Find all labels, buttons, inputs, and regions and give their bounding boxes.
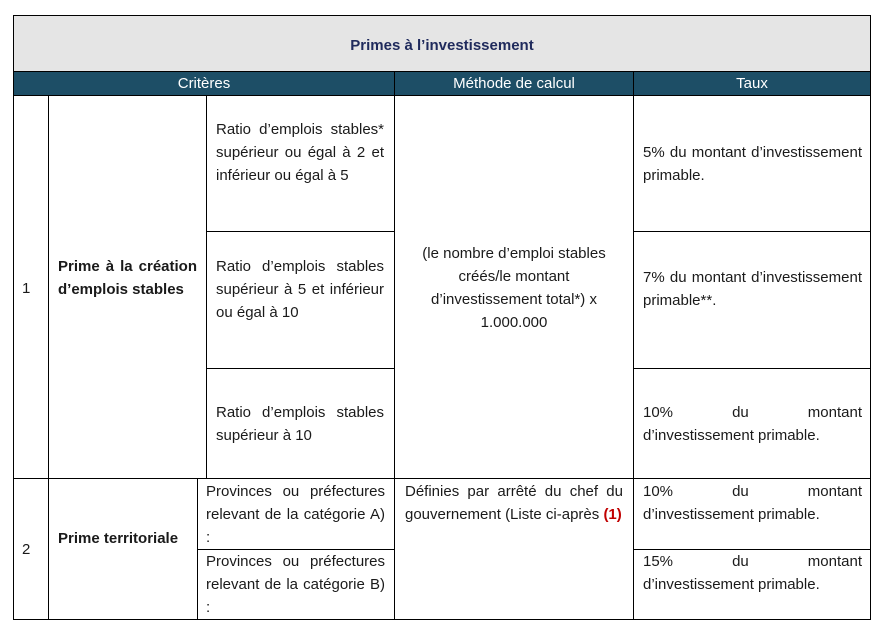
grid-line (394, 72, 395, 620)
header-rate: Taux (736, 75, 768, 92)
grid-line (206, 231, 395, 232)
rate-cell: 5% du montant d’investissement primable. (643, 144, 862, 184)
sub-criterion: Ratio d’emplois stables supérieur à 10 (216, 404, 384, 444)
rate-cell: 15% du montant d’investissement primable. (643, 553, 862, 593)
grid-line (13, 95, 871, 96)
grid-line (48, 95, 49, 620)
grid-line (13, 72, 14, 620)
table-title: Primes à l’investissement (350, 37, 534, 54)
grid-line (633, 231, 871, 232)
row-title: Prime territoriale (58, 530, 179, 547)
sub-criterion: Provinces ou préfectures relevant de la catégorie B) : (206, 553, 385, 616)
footnote-ref: (1) (603, 506, 622, 523)
grid-line (870, 72, 871, 620)
rate-cell: 7% du montant d’investissement primable**. (643, 269, 862, 309)
grid-line (633, 368, 871, 369)
calculation-method: (le nombre d’emploi stables créés/le montant d’investissement total*) x 1.000.000 (422, 245, 606, 331)
header-criteria: Critères (177, 75, 231, 92)
sub-criterion: Provinces ou préfectures relevant de la catégorie A) : (206, 483, 385, 546)
sub-criterion: Ratio d’emplois stables* supérieur ou égal à 2 et inférieur ou égal à 5 (216, 121, 384, 184)
grid-line (13, 619, 871, 620)
row-number: 2 (22, 541, 31, 558)
header-method: Méthode de calcul (453, 75, 575, 92)
method-text: Définies par arrêté du chef du gouvernement (Liste ci-après (405, 483, 623, 523)
row-number: 1 (22, 280, 31, 297)
rate-cell: 10% du montant d’investissement primable. (643, 483, 862, 523)
sub-criterion: Ratio d’emplois stables supérieur à 5 et inférieur ou égal à 10 (216, 258, 384, 321)
calculation-method (405, 480, 623, 526)
rate-cell: 10% du montant d’investissement primable. (643, 404, 862, 444)
grid-line (206, 95, 207, 478)
table-title-bar (13, 15, 871, 72)
grid-line (633, 72, 634, 620)
grid-line (13, 478, 871, 479)
row-title: Prime à la création d’emplois stables (58, 258, 197, 298)
grid-line (206, 368, 395, 369)
